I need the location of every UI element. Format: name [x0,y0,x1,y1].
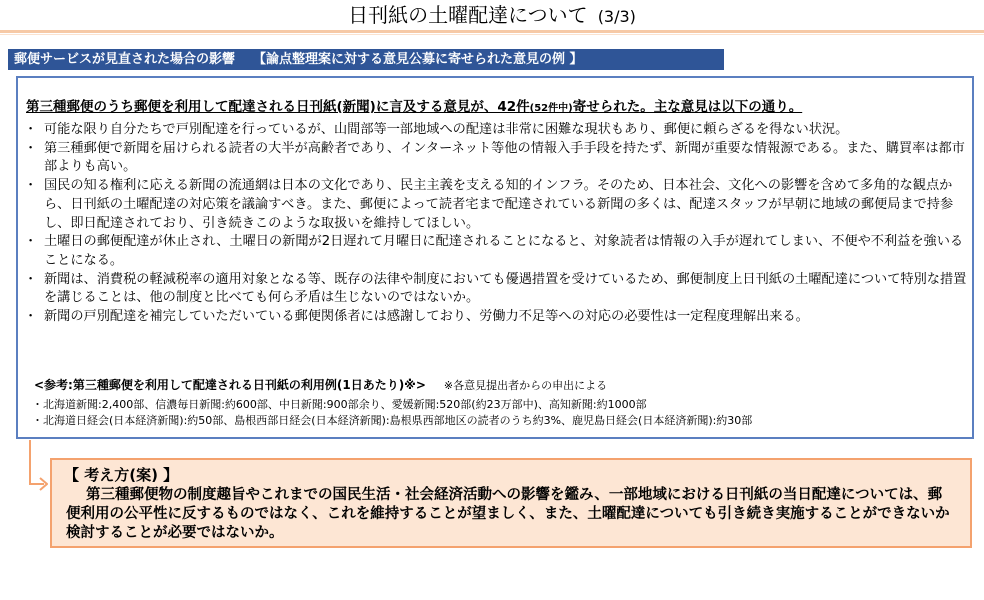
title-divider [0,30,984,33]
opinion-list [24,121,970,327]
bullet-mark: ・ [24,309,38,325]
opinions-box [16,76,974,439]
opinion-item [24,140,970,177]
approach-text: 第三種郵便物の制度趣旨やこれまでの国民生活・社会経済活動への影響を鑑み、一部地域における日刊紙の当日配達については、郵便利用の公平性に反するものではなく、これを維持することが望ましく、また、土曜配達についても引き続き実施することができないか検討することが必要ではないか。 [66,487,950,541]
opinion-item [24,177,970,233]
reference-line: ・北海道日経会(日本経済新聞):約50部、島根西部日経会(日本経済新聞):島根県西部地区の読者のうち約3%、鹿児島日経会(日本経済新聞):約30部 [32,414,753,427]
connector-arrow-icon [28,440,48,502]
opinion-text: 新聞の戸別配達を補完していただいている郵便関係者には感謝しており、労働力不足等への対応の必要性は一定程度理解出来る。 [44,309,809,325]
opinion-text: 土曜日の郵便配達が休止され、土曜日の新聞が2日遅れて月曜日に配達されることになると、対象読者は情報の入手が遅れてしまい、不便や不利益を強いることになる。 [44,234,964,268]
section-label: 郵便サービスが見直された場合の影響 [14,52,236,67]
bullet-mark: ・ [24,234,38,250]
opinion-text: 可能な限り自分たちで戸別配達を行っているが、山間部等一部地域への配達は非常に困難な現状もあり、郵便に頼らざるを得ない状況。 [44,122,849,137]
opinion-text: 国民の知る権利に応える新聞の流通網は日本の文化であり、民主主義を支える知的インフラ。そのため、日本社会、文化への影響を含めて多角的な観点から、日刊紙の土曜配達の対応策を議論すべき。また、郵便によって読者宅まで配達されている新聞の多くは、配達スタッフが早朝に地域の郵便局まで持参し、即日配達されており、引き続きこのような取扱いを維持してほしい。 [44,178,954,231]
opinion-text: 第三種郵便で新聞を届けられる読者の大半が高齢者であり、インターネット等他の情報入手手段を持たず、新聞が重要な情報源である。また、購買率は都市部よりも高い。 [44,140,965,175]
page-title-text: 日刊紙の土曜配達について [348,3,588,27]
opinion-text: 新聞は、消費税の軽減税率の適用対象となる等、既存の法律や制度においても優遇措置を受けているため、郵便制度上日刊紙の土曜配達について特別な措置を講じることは、他の制度と比べても何ら矛盾は生じないのではないか。 [44,271,967,306]
page-number: (3/3) [597,7,636,26]
reference-title: <参考:第三種郵便を利用して配達される日刊紙の利用例(1日あたり)※> [34,378,426,392]
section-subtitle: 【論点整理案に対する意見公募に寄せられた意見の例 】 [253,52,583,67]
reference-note: ※各意見提出者からの申出による [443,379,608,392]
headline-tail: 寄せられた。主な意見は以下の通り。 [572,99,803,115]
section-header [8,49,724,70]
opinion-item [24,233,970,270]
bullet-mark: ・ [24,122,38,137]
approach-title: 【 考え方(案) 】 [64,466,179,484]
headline-count-note: (52件中) [529,103,573,114]
bullet-mark: ・ [24,140,38,156]
headline-main: 第三種郵便のうち郵便を利用して配達される日刊紙(新聞)に言及する意見が、42件 [26,99,530,115]
opinion-item [24,308,970,327]
reference-heading [34,376,607,393]
approach-box [50,458,972,548]
page-title [0,2,984,30]
opinions-headline [26,98,802,118]
reference-line: ・北海道新聞:2,400部、信濃毎日新聞:約600部、中日新聞:900部余り、愛媛新聞:520部(約23万部中)、高知新聞:約1000部 [32,398,647,411]
opinion-item [24,271,970,308]
bullet-mark: ・ [24,178,38,194]
title-divider-thin [0,34,984,35]
opinion-item [24,121,970,140]
bullet-mark: ・ [24,271,38,287]
